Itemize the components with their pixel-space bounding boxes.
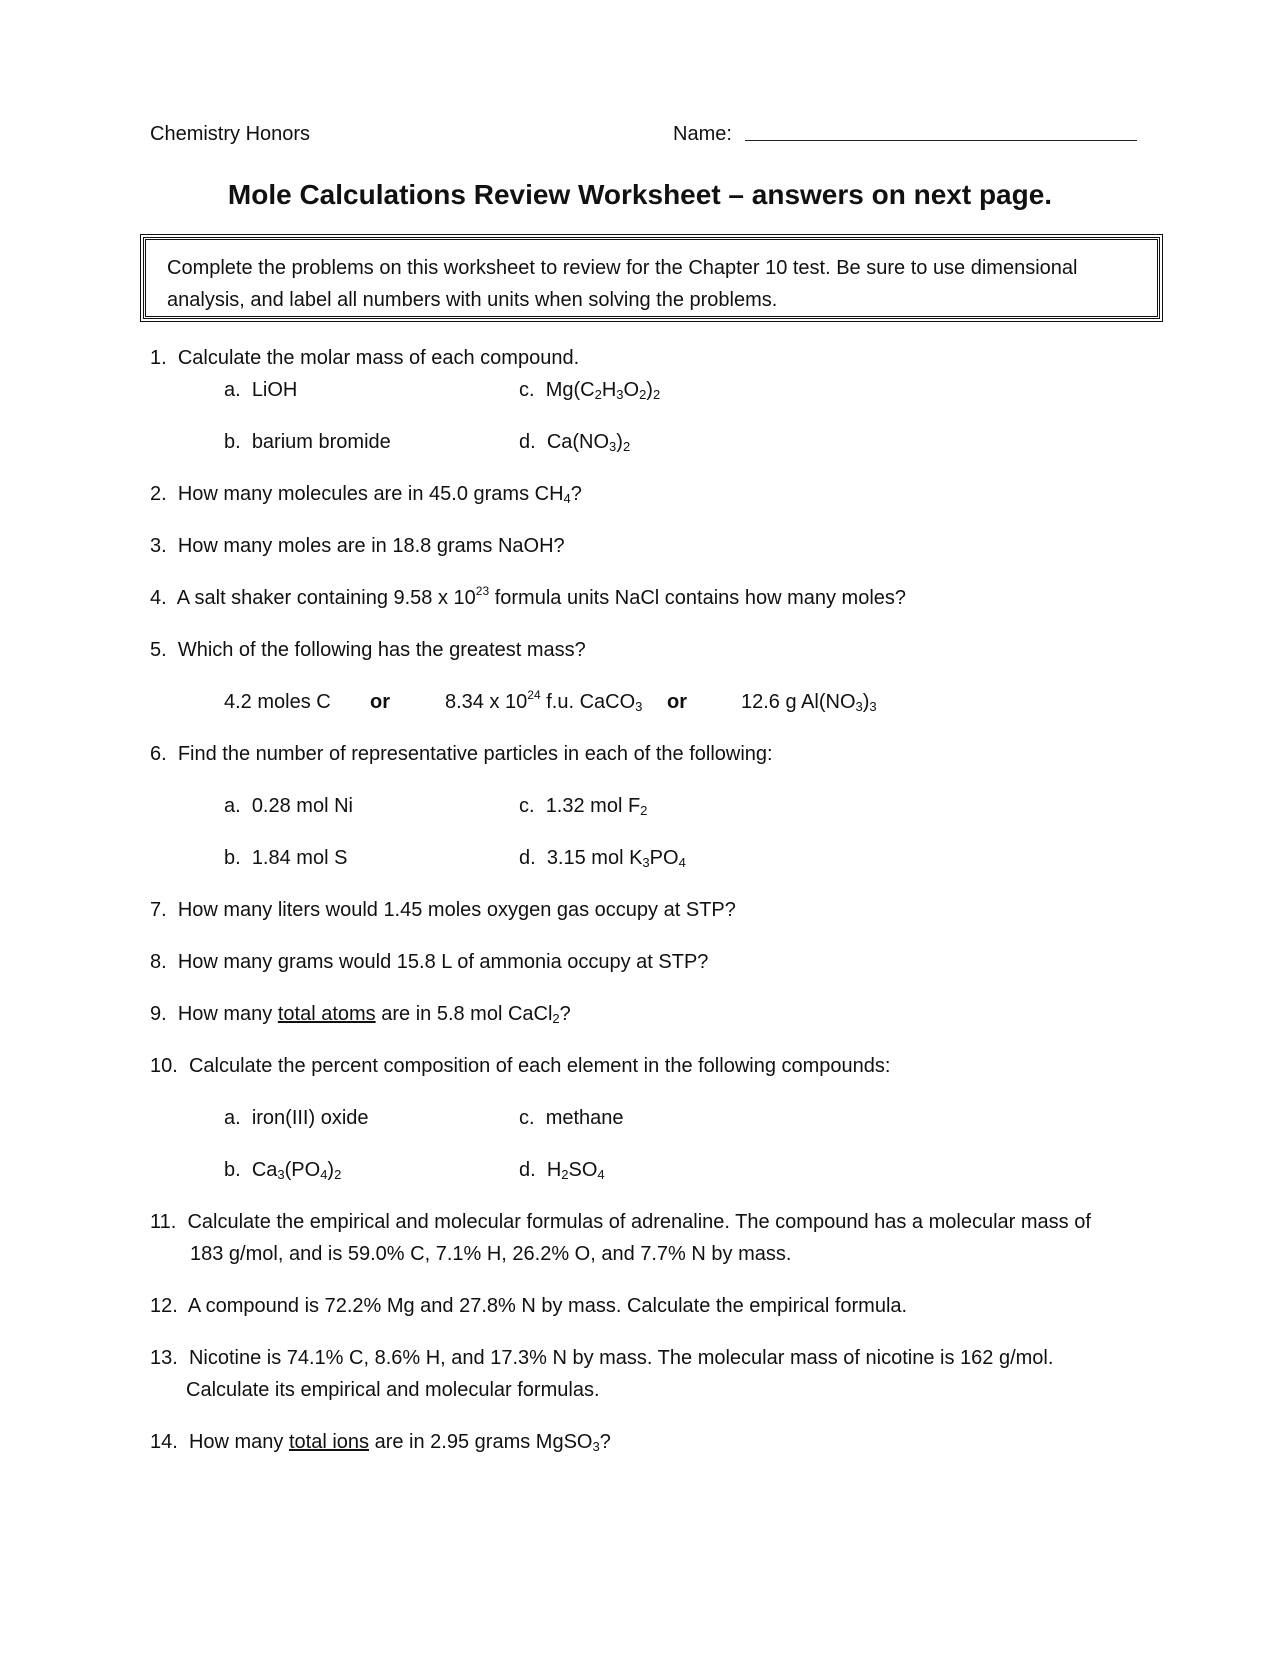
question-3	[150, 534, 565, 558]
part-label: b.	[224, 431, 241, 453]
question-13-line-2: Calculate its empirical and molecular formulas.	[186, 1379, 600, 1401]
q5-or-2: or	[667, 691, 687, 713]
part-label: b.	[224, 1159, 241, 1181]
part-label: d.	[519, 1159, 536, 1181]
question-text: Nicotine is 74.1% C, 8.6% H, and 17.3% N by mass. The molecular mass of nicotine is 162 g/mol.	[188, 1347, 1054, 1369]
question-text: How many liters would 1.45 moles oxygen gas occupy at STP?	[177, 899, 736, 921]
question-text: A salt shaker containing 9.58 x $10^{23}$ formula units NaCl contains how many moles?	[176, 584, 907, 609]
question-13	[150, 1346, 1053, 1370]
q5-option-3: 12.6 g $Al(NO_3)_3$	[741, 691, 877, 714]
question-7	[150, 898, 736, 922]
question-text: How many total ions are in 2.95 grams MgSO$_3$?	[188, 1431, 611, 1454]
question-number: 7.	[150, 899, 167, 921]
question-number: 2.	[150, 483, 167, 505]
question-number: 6.	[150, 743, 167, 765]
question-number: 3.	[150, 535, 167, 557]
q10-part-a	[224, 1106, 369, 1130]
question-text: How many molecules are in 45.0 grams $CH_4$?	[177, 483, 582, 506]
question-number: 10.	[150, 1055, 178, 1077]
part-text: iron(III) oxide	[251, 1107, 369, 1129]
question-number: 4.	[150, 587, 167, 609]
q5-option-1: 4.2 moles C	[224, 691, 331, 713]
q1-part-c	[519, 378, 660, 402]
part-text: 0.28 mol Ni	[251, 795, 353, 817]
question-number: 5.	[150, 639, 167, 661]
question-4	[150, 586, 906, 610]
question-number: 14.	[150, 1431, 178, 1453]
worksheet-title: Mole Calculations Review Worksheet – answers on next page.	[227, 179, 1053, 210]
q5-or-1: or	[370, 691, 390, 713]
question-text: Calculate the molar mass of each compound.	[177, 347, 580, 369]
part-formula: 3.15 mol $K_3PO_4$	[546, 847, 686, 870]
q6-part-c	[519, 794, 647, 818]
question-text: How many moles are in 18.8 grams NaOH?	[177, 535, 565, 557]
question-9	[150, 1002, 571, 1026]
question-2	[150, 482, 582, 506]
question-number: 8.	[150, 951, 167, 973]
question-1	[150, 346, 579, 370]
question-10	[150, 1054, 890, 1078]
part-label: c.	[519, 795, 535, 817]
q10-part-d	[519, 1158, 605, 1182]
q6-part-d	[519, 846, 686, 870]
q6-part-b	[224, 846, 347, 870]
question-number: 1.	[150, 347, 167, 369]
part-formula: $Mg(C_2H_3O_2)_2$	[545, 379, 661, 402]
question-text: Calculate the empirical and molecular formulas of adrenaline. The compound has a molecular mass of	[187, 1211, 1091, 1233]
part-formula: $Ca_3(PO_4)_2$	[251, 1159, 342, 1182]
name-blank-line[interactable]	[745, 140, 1137, 141]
q1-part-a	[224, 378, 297, 402]
q6-part-a	[224, 794, 353, 818]
part-label: d.	[519, 847, 536, 869]
question-6	[150, 742, 773, 766]
question-text: How many total atoms are in 5.8 mol CaCl$_2$?	[177, 1003, 571, 1026]
q10-part-c	[519, 1106, 624, 1130]
question-text: A compound is 72.2% Mg and 27.8% N by mass. Calculate the empirical formula.	[187, 1295, 908, 1317]
question-8	[150, 950, 708, 974]
question-12	[150, 1294, 907, 1318]
question-text: Which of the following has the greatest mass?	[177, 639, 586, 661]
part-label: b.	[224, 847, 241, 869]
part-formula: $H_2SO_4$	[546, 1159, 605, 1182]
instructions-text: Complete the problems on this worksheet to review for the Chapter 10 test. Be sure to use dimensional analysis, and label all numbers with units when solving the problems.	[167, 257, 1078, 311]
question-11	[150, 1210, 1091, 1234]
part-label: a.	[224, 379, 241, 401]
question-14	[150, 1430, 611, 1454]
question-number: 13.	[150, 1347, 178, 1369]
course-name: Chemistry Honors	[150, 123, 311, 145]
part-formula: $Ca(NO_3)_2$	[546, 431, 631, 454]
question-11-line-2: 183 g/mol, and is 59.0% C, 7.1% H, 26.2% O, and 7.7% N by mass.	[190, 1243, 792, 1265]
question-text: How many grams would 15.8 L of ammonia occupy at STP?	[177, 951, 709, 973]
name-label: Name:	[673, 123, 732, 145]
q5-option-2: 8.34 x $10^{24}$ f.u. CaCO$_3$	[445, 688, 643, 714]
part-text: 1.84 mol S	[251, 847, 348, 869]
part-text: methane	[545, 1107, 624, 1129]
part-label: d.	[519, 431, 536, 453]
part-label: a.	[224, 795, 241, 817]
q10-part-b	[224, 1158, 341, 1182]
q1-part-b	[224, 430, 391, 454]
part-label: c.	[519, 1107, 535, 1129]
instructions-box	[143, 237, 1160, 319]
question-5	[150, 638, 586, 662]
question-number: 9.	[150, 1003, 167, 1025]
part-text: barium bromide	[251, 431, 391, 453]
part-formula: 1.32 mol $F_2$	[545, 795, 648, 818]
question-number: 11.	[150, 1211, 177, 1233]
part-label: a.	[224, 1107, 241, 1129]
question-text: Find the number of representative particles in each of the following:	[177, 743, 773, 765]
question-number: 12.	[150, 1295, 178, 1317]
part-label: c.	[519, 379, 535, 401]
question-text: Calculate the percent composition of each element in the following compounds:	[188, 1055, 891, 1077]
q1-part-d	[519, 430, 630, 454]
part-text: LiOH	[251, 379, 298, 401]
